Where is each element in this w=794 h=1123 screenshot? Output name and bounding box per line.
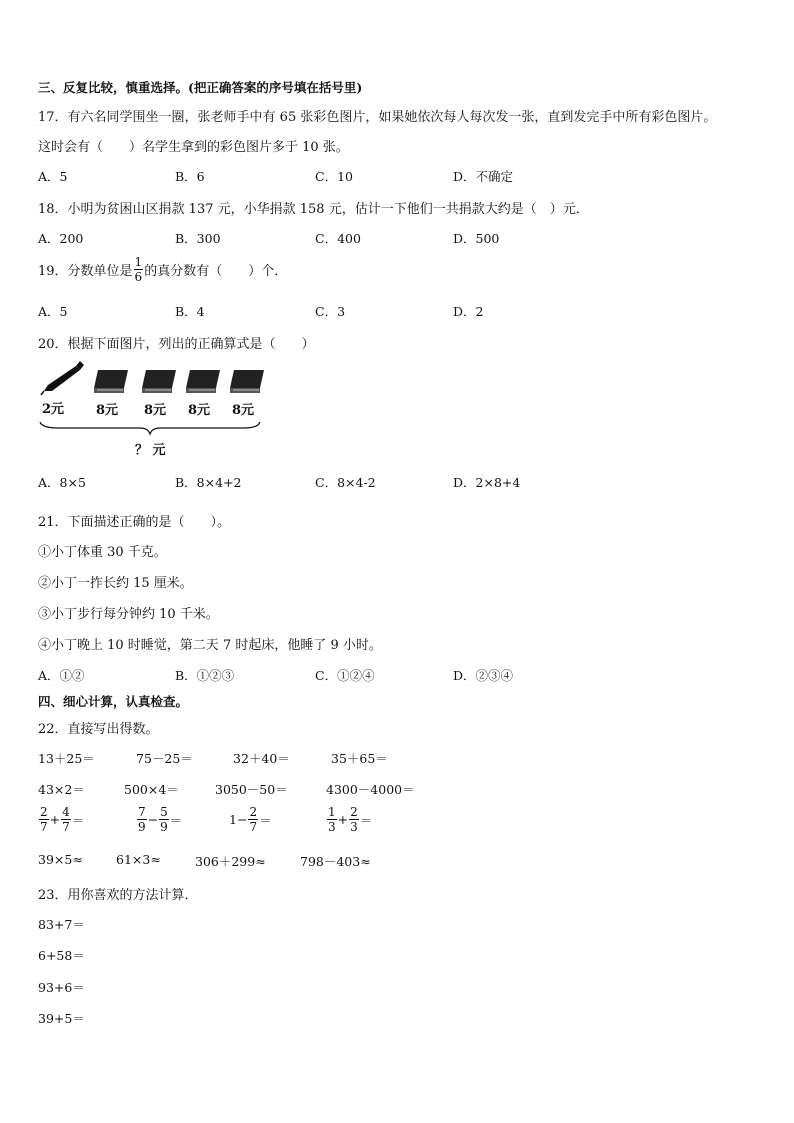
q19-option-a: A．5	[38, 304, 68, 319]
q21-statement-4: ④小丁晚上 10 时睡觉，第二天 7 时起床，他睡了 9 小时。	[38, 638, 382, 653]
question-21: 21．下面描述正确的是（ ）。	[38, 515, 231, 530]
book-price-1: 8元	[96, 403, 119, 418]
question-19	[38, 256, 287, 283]
whole-number: 1	[229, 812, 237, 827]
total-price-label: ？ 元	[135, 443, 166, 458]
total-brace	[40, 422, 260, 434]
denominator: 9	[138, 820, 146, 834]
question-22: 22．直接写出得数。	[38, 722, 159, 737]
book-icon-4	[230, 370, 264, 393]
numerator: 4	[62, 805, 70, 819]
q18-option-d: D．500	[453, 231, 500, 246]
q21-option-d: D．②③④	[453, 668, 514, 683]
fraction	[137, 806, 147, 833]
q20-option-b: B．8×4+2	[175, 475, 242, 490]
fraction	[61, 806, 71, 833]
denominator: 3	[350, 820, 358, 834]
book-icon-2	[142, 370, 176, 393]
q18-option-c: C．400	[315, 231, 361, 246]
q19-fraction-numerator: 1	[134, 255, 143, 269]
calc-r4-4: 798－403≈	[300, 854, 371, 869]
q19-option-c: C．3	[315, 304, 346, 319]
denominator: 9	[160, 820, 168, 834]
calc-r3-4	[326, 806, 372, 833]
fraction	[349, 806, 359, 833]
calc-r4-1: 39×5≈	[38, 852, 83, 867]
q19-prefix: 19．分数单位是	[38, 264, 133, 279]
calc-r2-3: 3050－50＝	[215, 782, 288, 797]
numerator: 2	[40, 805, 48, 819]
fraction	[159, 806, 169, 833]
q17-option-c: C．10	[315, 169, 353, 184]
calc-r1-2: 75－25＝	[136, 751, 193, 766]
section-4-title: 四、细心计算，认真检查。	[38, 694, 189, 709]
calc-r1-1: 13＋25＝	[38, 751, 95, 766]
operator: +	[337, 812, 349, 827]
equals-sign: ＝	[359, 812, 373, 828]
question-20: 20．根据下面图片，列出的正确算式是（ ）	[38, 337, 315, 352]
q21-option-b: B．①②③	[175, 668, 235, 683]
calc-r3-2	[136, 806, 182, 833]
question-17-line-1: 17．有六名同学围坐一圈，张老师手中有 65 张彩色图片，如果她依次每人每次发一张，直到发完手中所有彩色图片。	[38, 110, 717, 125]
calc-r2-4: 4300－4000＝	[326, 782, 415, 797]
numerator: 1	[328, 805, 336, 819]
equals-sign: ＝	[71, 812, 85, 828]
q20-option-a: A．8×5	[38, 475, 86, 490]
q21-statement-1: ①小丁体重 30 千克。	[38, 545, 167, 560]
numerator: 7	[138, 805, 146, 819]
question-23: 23．用你喜欢的方法计算．	[38, 888, 198, 903]
q21-option-c: C．①②④	[315, 668, 375, 683]
pen-icon	[41, 361, 84, 395]
book-price-4: 8元	[232, 403, 255, 418]
q19-fraction	[134, 256, 144, 283]
denominator: 7	[249, 820, 258, 834]
fraction	[327, 806, 337, 833]
q18-option-a: A．200	[38, 231, 84, 246]
q20-option-d: D．2×8+4	[453, 475, 521, 490]
q17-option-d: D．不确定	[453, 169, 514, 184]
denominator: 7	[62, 820, 70, 834]
calc-r4-2: 61×3≈	[116, 852, 161, 867]
fraction	[248, 806, 258, 833]
calc-r1-3: 32＋40＝	[233, 751, 290, 766]
q23-item-4: 39+5＝	[38, 1011, 85, 1026]
numerator: 5	[160, 805, 168, 819]
operator: +	[49, 812, 61, 827]
q17-option-a: A．5	[38, 169, 68, 184]
numerator: 2	[249, 805, 258, 819]
calc-r1-4: 35＋65＝	[331, 751, 388, 766]
denominator: 7	[40, 820, 48, 834]
q23-item-1: 83+7＝	[38, 917, 85, 932]
equals-sign: ＝	[169, 812, 183, 828]
q23-item-3: 93+6＝	[38, 980, 85, 995]
numerator: 2	[350, 805, 358, 819]
calc-r2-2: 500×4＝	[124, 782, 179, 797]
q18-option-b: B．300	[175, 231, 221, 246]
book-icon-1	[94, 370, 128, 393]
fraction	[39, 806, 49, 833]
q20-option-c: C．8×4-2	[315, 475, 376, 490]
q21-statement-2: ②小丁一拃长约 15 厘米。	[38, 576, 193, 591]
q21-option-a: A．①②	[38, 668, 85, 683]
equals-sign: ＝	[259, 812, 272, 828]
q19-suffix: 的真分数有（ ）个．	[144, 264, 288, 279]
calc-r4-3: 306＋299≈	[195, 854, 266, 869]
calc-r2-1: 43×2＝	[38, 782, 85, 797]
q17-option-b: B．6	[175, 169, 205, 184]
book-icon-3	[186, 370, 220, 393]
q19-fraction-denominator: 6	[134, 270, 143, 284]
book-price-3: 8元	[188, 403, 211, 418]
question-17-line-2: 这时会有（ ）名学生拿到的彩色图片多于 10 张。	[38, 140, 349, 155]
calc-r3-3	[229, 806, 272, 833]
pen-price: 2元	[42, 402, 65, 417]
calc-r3-1	[38, 806, 84, 833]
book-price-2: 8元	[144, 403, 167, 418]
denominator: 3	[328, 820, 336, 834]
operator: −	[147, 812, 159, 827]
q23-item-2: 6+58＝	[38, 948, 85, 963]
q19-option-b: B．4	[175, 304, 205, 319]
q19-option-d: D．2	[453, 304, 484, 319]
section-3-title: 三、反复比较，慎重选择。(把正确答案的序号填在括号里)	[38, 80, 363, 95]
q21-statement-3: ③小丁步行每分钟约 10 千米。	[38, 607, 219, 622]
question-18: 18．小明为贫困山区捐款 137 元，小华捐款 158 元，估计一下他们一共捐款大约是（ ）元．	[38, 202, 589, 217]
operator: −	[236, 812, 248, 827]
